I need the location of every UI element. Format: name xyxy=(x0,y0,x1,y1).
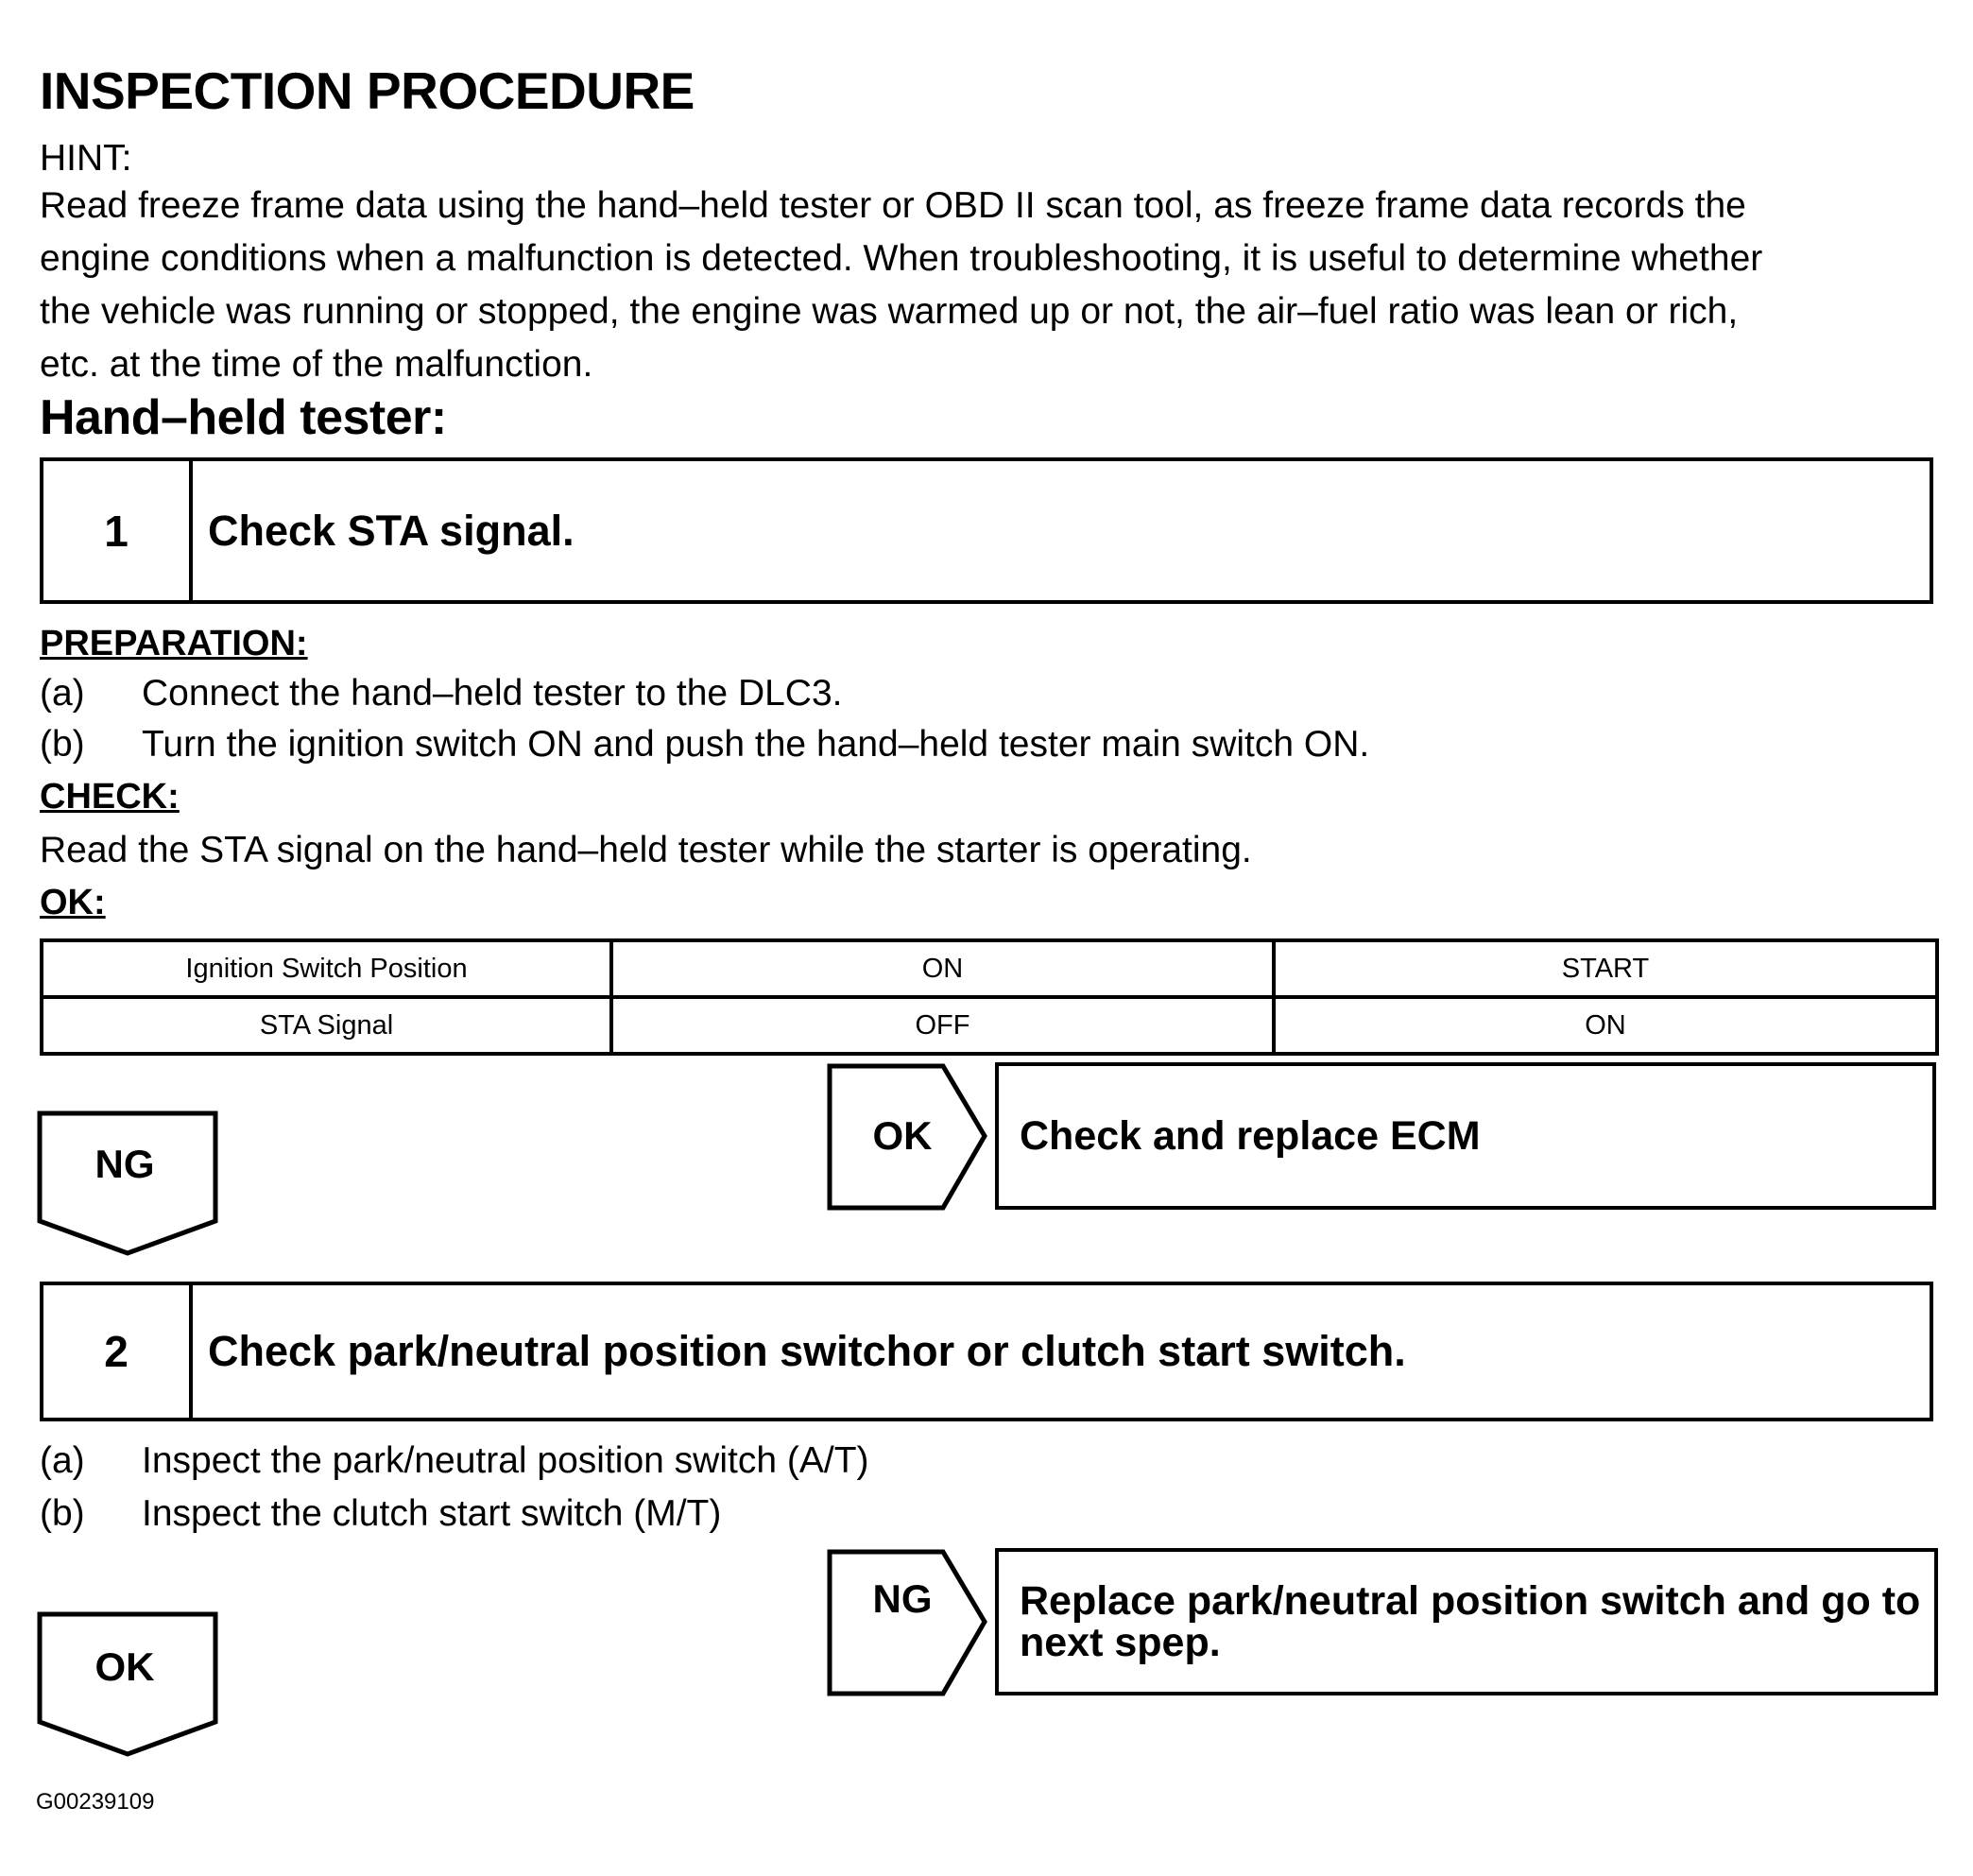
step-1-box xyxy=(40,457,1933,604)
page-title: INSPECTION PROCEDURE xyxy=(40,61,695,120)
preparation-marker: (a) xyxy=(40,673,85,714)
table-row xyxy=(42,997,1937,1054)
step-1-title: Check STA signal. xyxy=(208,506,575,555)
table-cell: ON xyxy=(1274,997,1937,1054)
table-cell: OFF xyxy=(611,997,1274,1054)
step-2-item: Inspect the park/neutral position switch (A/T) xyxy=(142,1440,869,1481)
ng-result-line: next spep. xyxy=(1020,1620,1221,1665)
step-2-marker: (b) xyxy=(40,1493,85,1534)
table-cell: START xyxy=(1274,940,1937,997)
preparation-item: Turn the ignition switch ON and push the hand–held tester main switch ON. xyxy=(142,724,1370,765)
hint-line: etc. at the time of the malfunction. xyxy=(40,344,593,385)
figure-id: G00239109 xyxy=(36,1789,155,1815)
ng-flow-label: NG xyxy=(872,1576,933,1621)
preparation-item: Connect the hand–held tester to the DLC3. xyxy=(142,673,843,714)
check-label: CHECK: xyxy=(40,777,180,817)
ng-result-box xyxy=(995,1548,1938,1695)
ok-spec-table xyxy=(40,938,1939,1056)
hint-line: Read freeze frame data using the hand–held tester or OBD II scan tool, as freeze frame data records the xyxy=(40,185,1746,226)
ng-flow-label: NG xyxy=(94,1142,155,1186)
table-row xyxy=(42,940,1937,997)
step-2-title: Check park/neutral position switchor or clutch start switch. xyxy=(208,1327,1406,1375)
step-1-number: 1 xyxy=(43,461,193,600)
hint-line: engine conditions when a malfunction is detected. When troubleshooting, it is useful to determine whether xyxy=(40,238,1763,279)
hint-label: HINT: xyxy=(40,138,132,179)
preparation-marker: (b) xyxy=(40,724,85,765)
ok-label: OK: xyxy=(40,883,106,922)
ng-right-chevron-icon xyxy=(826,1548,992,1699)
step-2-marker: (a) xyxy=(40,1440,85,1481)
section-title: Hand–held tester: xyxy=(40,390,447,445)
check-text: Read the STA signal on the hand–held tester while the starter is operating. xyxy=(40,830,1252,870)
table-cell: Ignition Switch Position xyxy=(42,940,611,997)
ok-result-text: Check and replace ECM xyxy=(1020,1112,1481,1159)
hint-line: the vehicle was running or stopped, the engine was warmed up or not, the air–fuel ratio was lean or rich, xyxy=(40,291,1739,332)
step-2-box xyxy=(40,1282,1933,1421)
ok-result-box xyxy=(995,1062,1936,1210)
ok-flow-label: OK xyxy=(872,1113,933,1158)
ok-flow-label: OK xyxy=(94,1644,155,1689)
step-2-number: 2 xyxy=(43,1285,193,1418)
ng-result-line: Replace park/neutral position switch and go to xyxy=(1020,1578,1921,1624)
table-cell: ON xyxy=(611,940,1274,997)
step-2-item: Inspect the clutch start switch (M/T) xyxy=(142,1493,722,1534)
table-cell: STA Signal xyxy=(42,997,611,1054)
preparation-label: PREPARATION: xyxy=(40,624,308,663)
